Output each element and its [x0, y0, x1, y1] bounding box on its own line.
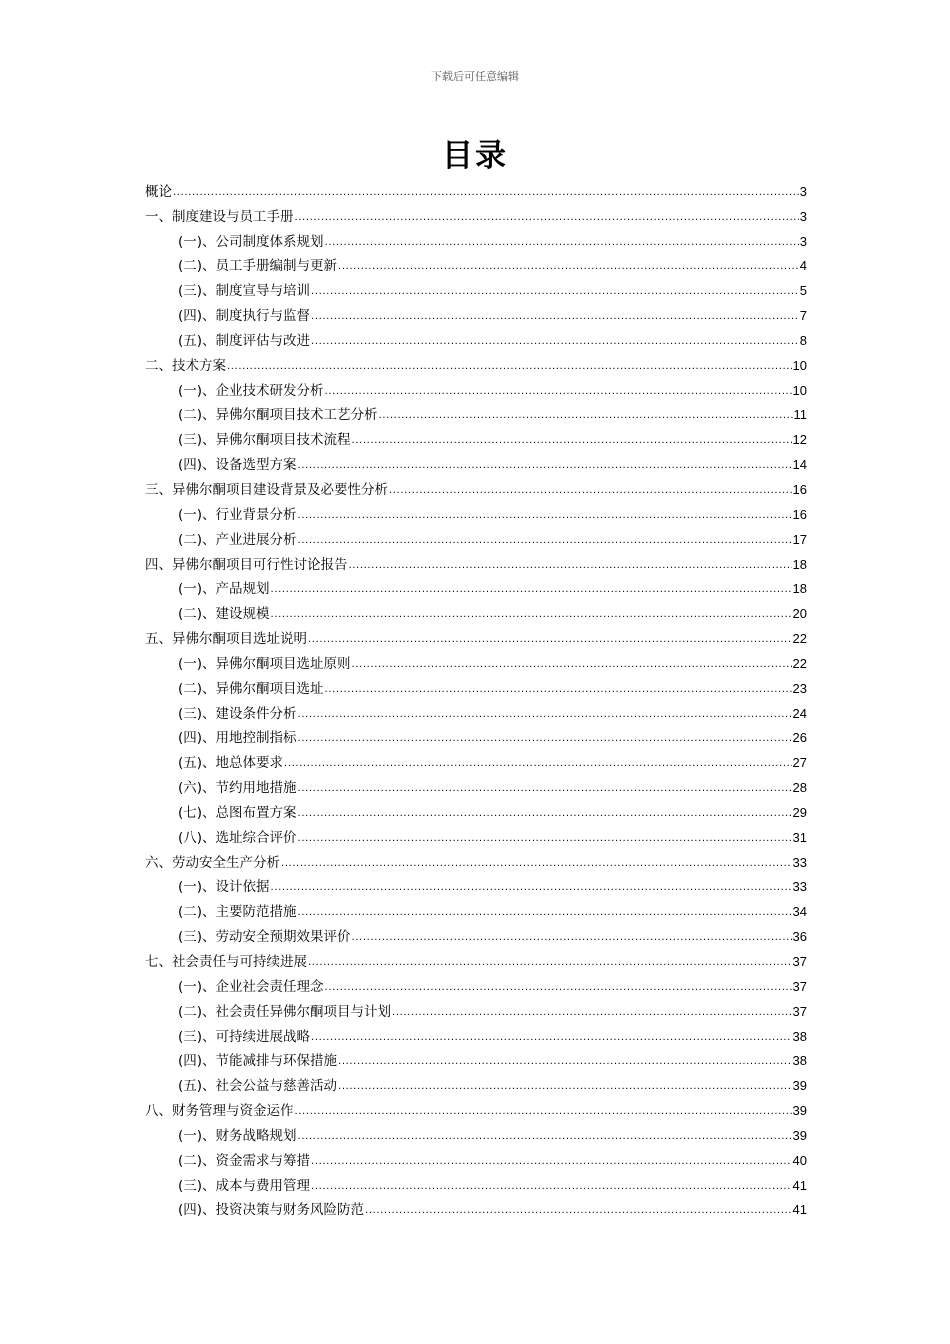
- toc-entry[interactable]: [145, 1170, 807, 1195]
- dot-leader: [298, 908, 792, 918]
- dot-leader: [298, 536, 792, 546]
- dot-leader: [311, 312, 799, 322]
- toc-entry[interactable]: [145, 598, 807, 623]
- toc-entry-page-number: 37: [792, 1003, 807, 1019]
- toc-entry[interactable]: [145, 350, 807, 375]
- toc-entry[interactable]: [145, 797, 807, 822]
- toc-entry-title: (一)、异佛尔酮项目选址原则: [178, 655, 351, 672]
- toc-entry-title: (一)、公司制度体系规划: [178, 233, 324, 250]
- toc-entry-page-number: 7: [799, 308, 807, 324]
- dot-leader: [311, 287, 799, 297]
- toc-entry[interactable]: [145, 1021, 807, 1046]
- toc-entry-title: (二)、资金需求与筹措: [178, 1152, 311, 1169]
- toc-entry[interactable]: [145, 648, 807, 673]
- dot-leader: [325, 387, 792, 397]
- toc-entry[interactable]: [145, 996, 807, 1021]
- toc-entry-page-number: 18: [792, 581, 807, 597]
- dot-leader: [308, 635, 792, 645]
- toc-entry[interactable]: [145, 400, 807, 425]
- toc-entry-page-number: 18: [792, 556, 807, 572]
- toc-entry[interactable]: [145, 946, 807, 971]
- dot-leader: [271, 610, 792, 620]
- toc-entry-title: (二)、主要防范措施: [178, 904, 297, 921]
- toc-entry[interactable]: [145, 723, 807, 748]
- toc-entry-page-number: 36: [792, 929, 807, 945]
- toc-entry[interactable]: [145, 574, 807, 599]
- dot-leader: [298, 734, 792, 744]
- dot-leader: [298, 511, 792, 521]
- toc-entry-page-number: 14: [792, 457, 807, 473]
- page-header: 下载后可任意编辑: [431, 70, 519, 83]
- toc-entry-title: 五、异佛尔酮项目选址说明: [145, 631, 307, 648]
- toc-entry-page-number: 28: [792, 780, 807, 796]
- toc-entry-page-number: 4: [799, 258, 807, 274]
- toc-entry[interactable]: [145, 549, 807, 574]
- toc-entry-page-number: 33: [792, 854, 807, 870]
- toc-entry-title: 八、财务管理与资金运作: [145, 1103, 294, 1120]
- toc-entry-page-number: 37: [792, 978, 807, 994]
- toc-entry-page-number: 5: [799, 283, 807, 299]
- toc-entry-title: (三)、异佛尔酮项目技术流程: [178, 432, 351, 449]
- dot-leader: [295, 213, 799, 223]
- toc-entry-title: 二、技术方案: [145, 357, 226, 374]
- dot-leader: [308, 958, 792, 968]
- toc-entry[interactable]: [145, 176, 807, 201]
- toc-entry-title: (一)、设计依据: [178, 879, 270, 896]
- toc-entry-title: (一)、产品规划: [178, 581, 270, 598]
- dot-leader: [298, 834, 792, 844]
- toc-entry[interactable]: [145, 226, 807, 251]
- toc-entry[interactable]: [145, 424, 807, 449]
- table-of-contents: [145, 176, 807, 1219]
- toc-entry-page-number: 37: [792, 954, 807, 969]
- toc-entry-title: (一)、财务战略规划: [178, 1127, 297, 1144]
- toc-entry[interactable]: [145, 300, 807, 325]
- toc-entry-title: (四)、设备选型方案: [178, 457, 297, 474]
- toc-entry-title: 七、社会责任与可持续进展: [145, 954, 307, 970]
- toc-entry-page-number: 33: [792, 879, 807, 895]
- toc-entry[interactable]: [145, 872, 807, 897]
- toc-entry-page-number: 10: [792, 357, 807, 373]
- dot-leader: [271, 585, 792, 595]
- dot-leader: [392, 1008, 791, 1018]
- toc-entry-title: (四)、用地控制指标: [178, 730, 297, 747]
- toc-entry-page-number: 16: [792, 506, 807, 522]
- toc-entry-title: 概论: [145, 183, 172, 200]
- dot-leader: [281, 859, 792, 869]
- toc-entry-title: (二)、建设规模: [178, 606, 270, 623]
- dot-leader: [311, 1033, 791, 1043]
- toc-entry-title: (一)、企业技术研发分析: [178, 382, 324, 399]
- toc-entry[interactable]: [145, 847, 807, 872]
- dot-leader: [271, 883, 792, 893]
- toc-entry[interactable]: [145, 673, 807, 698]
- toc-entry-title: (五)、地总体要求: [178, 755, 284, 772]
- toc-entry-title: (五)、制度评估与改进: [178, 332, 311, 349]
- toc-entry-page-number: 40: [792, 1152, 807, 1168]
- toc-entry[interactable]: [145, 747, 807, 772]
- toc-entry-page-number: 11: [793, 407, 807, 423]
- toc-entry-page-number: 38: [792, 1028, 807, 1044]
- toc-entry-title: (六)、节约用地措施: [178, 780, 297, 797]
- toc-entry[interactable]: [145, 449, 807, 474]
- toc-entry-page-number: 3: [799, 233, 807, 249]
- toc-entry-page-number: 26: [792, 730, 807, 746]
- toc-entry[interactable]: [145, 524, 807, 549]
- dot-leader: [311, 337, 799, 347]
- toc-entry-title: (四)、制度执行与监督: [178, 308, 311, 325]
- toc-entry-title: (二)、员工手册编制与更新: [178, 258, 338, 275]
- toc-entry-page-number: 24: [792, 705, 807, 721]
- dot-leader: [325, 238, 799, 248]
- toc-entry[interactable]: [145, 623, 807, 648]
- toc-entry-page-number: 17: [792, 531, 807, 547]
- toc-entry-title: (二)、异佛尔酮项目技术工艺分析: [178, 407, 378, 424]
- toc-entry[interactable]: [145, 375, 807, 400]
- toc-entry-page-number: 16: [792, 481, 807, 497]
- toc-entry-title: (三)、可持续进展战略: [178, 1028, 311, 1045]
- toc-entry[interactable]: [145, 1195, 807, 1220]
- dot-leader: [298, 1132, 792, 1142]
- toc-entry-title: (一)、企业社会责任理念: [178, 978, 324, 995]
- toc-entry[interactable]: [145, 499, 807, 524]
- toc-entry[interactable]: [145, 1095, 807, 1120]
- dot-leader: [325, 983, 792, 993]
- toc-entry[interactable]: [145, 822, 807, 847]
- toc-entry-page-number: 39: [792, 1127, 807, 1143]
- toc-entry-page-number: 29: [792, 804, 807, 820]
- toc-entry-page-number: 31: [792, 829, 807, 845]
- toc-entry[interactable]: [145, 698, 807, 723]
- dot-leader: [338, 1082, 791, 1092]
- toc-entry-page-number: 3: [799, 208, 807, 224]
- toc-entry-page-number: 39: [792, 1103, 807, 1119]
- toc-entry-title: 六、劳动安全生产分析: [145, 854, 280, 871]
- dot-leader: [298, 710, 792, 720]
- toc-entry-title: (二)、异佛尔酮项目选址: [178, 680, 324, 697]
- toc-entry-title: (三)、制度宣导与培训: [178, 283, 311, 300]
- toc-entry-page-number: 22: [792, 655, 807, 671]
- dot-leader: [338, 1057, 791, 1067]
- toc-entry[interactable]: [145, 896, 807, 921]
- toc-entry-title: (三)、成本与费用管理: [178, 1177, 311, 1194]
- toc-entry-page-number: 8: [799, 332, 807, 348]
- toc-entry-title: (一)、行业背景分析: [178, 506, 297, 523]
- toc-entry[interactable]: [145, 921, 807, 946]
- toc-entry-title: 四、异佛尔酮项目可行性讨论报告: [145, 556, 348, 573]
- dot-leader: [173, 188, 799, 198]
- dot-leader: [389, 486, 792, 496]
- toc-entry-title: 三、异佛尔酮项目建设背景及必要性分析: [145, 481, 388, 498]
- toc-entry-title: (四)、节能减排与环保措施: [178, 1053, 338, 1070]
- dot-leader: [284, 759, 791, 769]
- dot-leader: [325, 685, 792, 695]
- toc-entry[interactable]: [145, 251, 807, 276]
- toc-entry-page-number: 12: [792, 432, 807, 448]
- toc-entry-title: (二)、产业进展分析: [178, 531, 297, 548]
- page-title: 目录: [442, 138, 508, 174]
- toc-entry[interactable]: [145, 275, 807, 300]
- toc-entry-page-number: 3: [799, 183, 807, 199]
- toc-entry-title: (三)、建设条件分析: [178, 705, 297, 722]
- dot-leader: [227, 362, 792, 372]
- toc-entry-page-number: 23: [792, 680, 807, 696]
- toc-entry-title: (四)、投资决策与财务风险防范: [178, 1202, 365, 1219]
- toc-entry[interactable]: [145, 201, 807, 226]
- toc-entry-page-number: 38: [792, 1053, 807, 1069]
- toc-entry[interactable]: [145, 971, 807, 996]
- dot-leader: [311, 1182, 791, 1192]
- toc-entry-page-number: 41: [792, 1202, 807, 1218]
- toc-entry-title: (二)、社会责任异佛尔酮项目与计划: [178, 1003, 392, 1020]
- toc-entry-page-number: 27: [792, 755, 807, 771]
- dot-leader: [379, 411, 793, 421]
- dot-leader: [349, 561, 792, 571]
- toc-entry-page-number: 34: [792, 904, 807, 920]
- dot-leader: [352, 933, 792, 943]
- toc-entry-title: (八)、选址综合评价: [178, 829, 297, 846]
- dot-leader: [298, 784, 792, 794]
- toc-entry[interactable]: [145, 1070, 807, 1095]
- toc-entry[interactable]: [145, 772, 807, 797]
- dot-leader: [352, 660, 792, 670]
- toc-entry-page-number: 22: [792, 631, 807, 647]
- toc-entry-page-number: 10: [792, 382, 807, 398]
- toc-entry-title: (七)、总图布置方案: [178, 804, 297, 821]
- toc-entry[interactable]: [145, 1145, 807, 1170]
- toc-entry-page-number: 39: [792, 1078, 807, 1094]
- dot-leader: [352, 436, 792, 446]
- toc-entry[interactable]: [145, 325, 807, 350]
- toc-entry[interactable]: [145, 1120, 807, 1145]
- dot-leader: [298, 461, 792, 471]
- toc-entry-title: 一、制度建设与员工手册: [145, 208, 294, 225]
- toc-entry-page-number: 20: [792, 606, 807, 622]
- dot-leader: [295, 1107, 792, 1117]
- toc-entry[interactable]: [145, 1046, 807, 1071]
- dot-leader: [311, 1157, 791, 1167]
- toc-entry[interactable]: [145, 474, 807, 499]
- toc-entry-title: (三)、劳动安全预期效果评价: [178, 929, 351, 946]
- dot-leader: [298, 809, 792, 819]
- toc-entry-page-number: 41: [792, 1177, 807, 1193]
- dot-leader: [338, 262, 799, 272]
- toc-entry-title: (五)、社会公益与慈善活动: [178, 1078, 338, 1095]
- dot-leader: [365, 1206, 791, 1216]
